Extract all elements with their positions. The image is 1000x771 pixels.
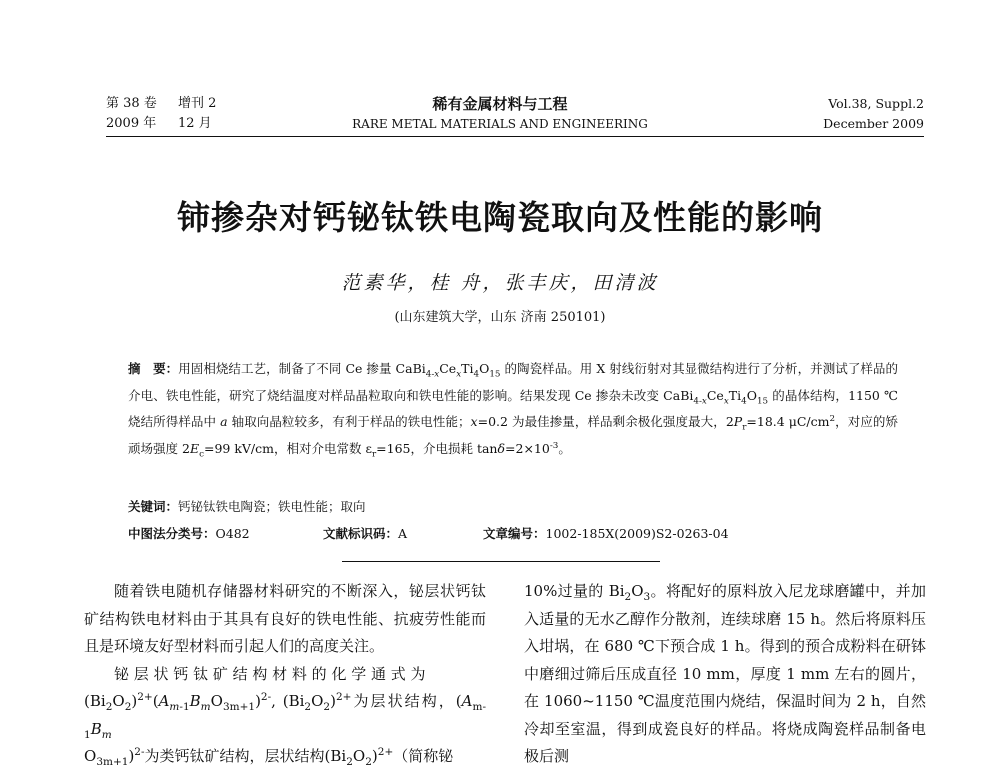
formula-part: O [84,747,97,765]
body-text: 10%过量的 Bi [524,582,625,600]
formula-var: B [90,719,102,738]
abstract-separator [342,561,660,562]
subscript-var: x [456,369,462,380]
superscript: 2 [829,413,836,424]
abstract-text: 的晶体结构，1150 ℃烧结所得样品中 [128,387,898,429]
abstract-text: =165，介电损耗 tan [376,440,498,456]
header-month: 12 月 [178,116,212,131]
formula-part: ) [255,692,261,710]
formula-part: O [631,582,644,600]
formula-part: , (Bi [271,692,305,710]
formula-part: O [311,692,324,710]
article-number [483,524,729,542]
subscript-part: -1 [179,701,190,713]
keywords [128,497,898,515]
formula-part: 为层状结构，( [351,692,462,710]
header-rule [106,136,924,137]
axis-symbol: a [220,414,228,429]
abstract-label: 摘 要： [128,361,179,376]
keywords-text: 钙铋钛铁电陶瓷；铁电性能；取向 [178,499,366,514]
body-text: （简称铋 [393,747,454,765]
journal-name-cn: 稀有金属材料与工程 [432,95,568,113]
formula-part: (Bi [84,692,106,710]
subscript: c [199,449,204,459]
symbol-p: P [733,414,743,429]
subscript: 2 [124,701,132,713]
header-volume-en: Vol.38, Suppl.2 [828,96,924,111]
subscript: 3m+1 [96,756,129,768]
subscript: 2 [365,756,372,768]
body-column-right [524,578,926,771]
abstract-text: ，对应的矫顽场强度 2 [128,414,898,456]
article-number-label: 文章编号： [483,526,546,541]
abstract-text: =99 kV/cm，相对介电常数 ε [203,440,372,456]
header-journal [330,94,670,134]
header-volume: 第 38 卷 [106,96,157,111]
journal-name-en: RARE METAL MATERIALS AND ENGINEERING [352,117,648,131]
subscript-var: x [434,369,440,380]
subscript: 4- [693,396,702,406]
subscript: 4- [425,369,435,380]
clc-number [128,524,323,542]
formula-var: A [461,692,473,710]
paper-authors: 范素华，桂 舟，张丰庆，田清波 [341,272,659,294]
formula-part: ( [152,692,159,710]
formula-part: ) [128,747,135,765]
header-year: 2009 年 [106,116,157,131]
doc-code-value: A [398,526,408,541]
symbol-delta: δ [497,440,506,456]
abstract-text: 的陶瓷样品。用 X 射线衍射对其显微结构进行了分析，并测试了样品的介电、铁电性能，研究了烧结温度对样品晶粒取向和铁电性能的影响。结果发现 Ce 掺杂未改变 CaBi [128,361,898,403]
subscript: r [742,422,747,433]
article-number-value: 1002-185X(2009)S2-0263-04 [545,526,729,541]
body-paragraph: 随着铁电随机存储器材料研究的不断深入，铋层状钙钛矿结构铁电材料由于其具有良好的铁电性能、抗疲劳性能而且是环境友好型材料而引起人们的高度关注。 [84,582,486,655]
body-paragraph [84,661,486,771]
subscript-var: m [101,728,112,741]
paper-title: 铈掺杂对钙铋钛铁电陶瓷取向及性能的影响 [177,198,823,237]
subscript: 4 [473,369,480,380]
keywords-label: 关键词： [128,499,179,514]
variable-x: x [470,414,478,429]
formula-part: ) [131,692,138,710]
clc-value: O482 [215,526,250,541]
abstract-text: =2×10 [505,440,550,456]
subscript: 2 [304,701,312,713]
doc-code-label: 文献标识码： [323,526,399,541]
subscript [201,701,211,713]
symbol-e: E [189,440,200,456]
header-row-date [106,114,276,134]
header-supplement: 增刊 2 [178,96,217,111]
superscript: 2+ [335,691,352,703]
document-code [323,524,483,542]
subscript: m-1 [84,701,486,741]
abstract [128,356,898,462]
superscript: 2- [260,691,272,703]
subscript: 15 [756,396,769,406]
formula-var: A [158,692,170,710]
paper-affiliation: (山东建筑大学，山东 济南 250101) [394,310,606,325]
body-text: 铋 层 状 钙 钛 矿 结 构 材 料 的 化 学 通 式 为 [114,664,426,683]
header-issue-info [106,94,276,134]
formula-part: O [352,747,366,765]
subscript: 3m+1 [222,701,256,713]
abstract-text: 轴取向晶粒较多，有利于样品的铁电性能； [227,414,471,429]
abstract-text: 。 [558,440,571,456]
abstract-text: Ce [439,361,457,376]
subscript: 4 [741,396,747,406]
body-text: 。将配好的原料放入尼龙球磨罐中，并加入适量的无水乙醇作分散剂，连续球磨 15 h。然后将原料压入坩埚，在 680 ℃下预合成 1 h。得到的预合成粉料在研钵中磨细过筛后压成直径 10 mm，厚度 1 mm 左右的圆片，在 1060~1150 ℃温度范围内烧结，保温时间为 2 h，自然冷却至室温，得到成瓷良好的样品。将烧成陶瓷样品制备电极后测 [524,582,926,765]
subscript: 2 [323,701,331,713]
abstract-text: =18.4 μC/cm [746,414,830,429]
body-column-left [84,578,486,771]
clc-label: 中图法分类号： [128,526,216,541]
subscript: 2 [346,756,353,768]
abstract-text: Ce [706,387,724,403]
superscript: -3 [549,440,559,451]
header-vol-en [724,94,924,134]
abstract-text: O [479,361,490,376]
superscript: 2+ [377,746,394,758]
formula-part: ) [371,747,378,765]
subscript [169,701,189,713]
classification [128,524,898,542]
subscript: 2 [105,701,113,713]
formula-part: O [210,692,223,710]
header-date-en: December 2009 [823,116,924,131]
subscript: 2 [624,591,632,603]
abstract-text: O [746,387,757,403]
abstract-text: Ti [461,361,474,376]
abstract-text: Ti [728,387,742,403]
body-text: 为类钙钛矿结构，层状结构(Bi [144,747,347,765]
subscript-var: m [200,701,211,713]
subscript [102,729,112,741]
abstract-text: 用固相烧结工艺，制备了不同 Ce 掺量 CaBi [178,361,426,376]
subscript-var: x [701,396,707,406]
subscript: 15 [489,369,501,380]
header-row-volume [106,94,276,114]
superscript: 2- [134,746,145,758]
body-paragraph [524,578,926,771]
subscript: r [371,449,377,459]
superscript: 2+ [137,691,153,703]
abstract-text: =0.2 为最佳掺量，样品剩余极化强度最大，2 [477,414,734,429]
subscript-var: x [723,396,729,406]
formula-part: O [112,692,125,710]
subscript: 3 [643,591,651,603]
formula-part: ) [330,692,336,710]
subscript-var: m [169,701,180,713]
formula-var: B [189,692,201,710]
